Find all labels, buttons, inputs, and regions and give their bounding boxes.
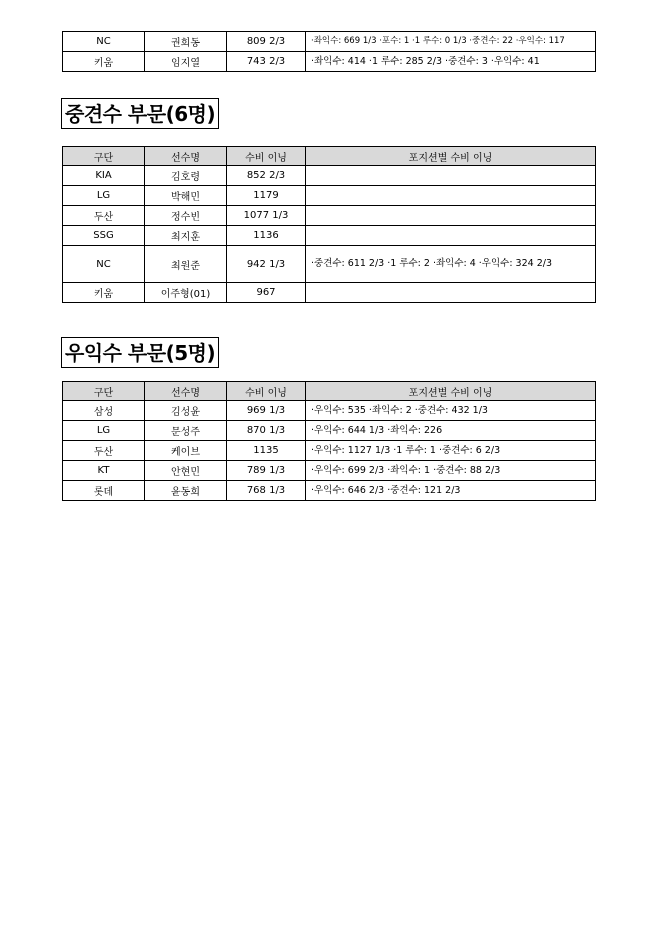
innings-cell: 1179 xyxy=(227,186,306,206)
team-cell: 두산 xyxy=(63,206,145,226)
positions-cell: ·중견수: 611 2/3 ·1 루수: 2 ·좌익수: 4 ·우익수: 324 2/3 xyxy=(306,246,596,283)
positions-cell xyxy=(306,186,596,206)
positions-cell: ·좌익수: 414 ·1 루수: 285 2/3 ·중견수: 3 ·우익수: 41 xyxy=(306,52,596,72)
table-row xyxy=(63,401,596,421)
positions-cell xyxy=(306,166,596,186)
innings-cell: 1136 xyxy=(227,226,306,246)
team-cell: NC xyxy=(63,246,145,283)
table-row xyxy=(63,461,596,481)
player-cell: 최지훈 xyxy=(145,226,227,246)
header-player: 선수명 xyxy=(145,147,227,166)
player-cell: 문성주 xyxy=(145,421,227,441)
positions-cell xyxy=(306,283,596,303)
team-cell: LG xyxy=(63,186,145,206)
team-cell: 롯데 xyxy=(63,481,145,501)
continued-table xyxy=(62,31,596,72)
table-row xyxy=(63,186,596,206)
player-cell: 권희동 xyxy=(145,32,227,52)
table-row xyxy=(63,206,596,226)
right-field-table xyxy=(62,381,596,501)
innings-cell: 809 2/3 xyxy=(227,32,306,52)
player-cell: 안현민 xyxy=(145,461,227,481)
player-cell: 박해민 xyxy=(145,186,227,206)
player-cell: 김호령 xyxy=(145,166,227,186)
right-field-heading: 우익수 부문(5명) xyxy=(61,337,219,368)
team-cell: SSG xyxy=(63,226,145,246)
table-row xyxy=(63,166,596,186)
table-row xyxy=(63,52,596,72)
player-cell: 케이브 xyxy=(145,441,227,461)
positions-cell xyxy=(306,226,596,246)
team-cell: LG xyxy=(63,421,145,441)
table-row xyxy=(63,226,596,246)
innings-cell: 852 2/3 xyxy=(227,166,306,186)
team-cell: 키움 xyxy=(63,52,145,72)
innings-cell: 789 1/3 xyxy=(227,461,306,481)
team-cell: 두산 xyxy=(63,441,145,461)
innings-cell: 743 2/3 xyxy=(227,52,306,72)
header-row xyxy=(63,382,596,401)
header-team: 구단 xyxy=(63,382,145,401)
team-cell: NC xyxy=(63,32,145,52)
center-field-heading: 중견수 부문(6명) xyxy=(61,98,219,129)
player-cell: 최원준 xyxy=(145,246,227,283)
team-cell: 삼성 xyxy=(63,401,145,421)
table-row xyxy=(63,481,596,501)
table-row xyxy=(63,32,596,52)
player-cell: 김성윤 xyxy=(145,401,227,421)
player-cell: 이주형(01) xyxy=(145,283,227,303)
positions-cell: ·우익수: 644 1/3 ·좌익수: 226 xyxy=(306,421,596,441)
positions-cell: ·우익수: 699 2/3 ·좌익수: 1 ·중견수: 88 2/3 xyxy=(306,461,596,481)
innings-cell: 870 1/3 xyxy=(227,421,306,441)
table-row xyxy=(63,246,596,283)
innings-cell: 969 1/3 xyxy=(227,401,306,421)
innings-cell: 768 1/3 xyxy=(227,481,306,501)
table-row xyxy=(63,421,596,441)
positions-cell: ·좌익수: 669 1/3 ·포수: 1 ·1 루수: 0 1/3 ·중견수: 22 ·우익수: 117 xyxy=(306,32,596,52)
player-cell: 윤동희 xyxy=(145,481,227,501)
header-positions: 포지션별 수비 이닝 xyxy=(306,382,596,401)
header-innings: 수비 이닝 xyxy=(227,382,306,401)
innings-cell: 1135 xyxy=(227,441,306,461)
positions-cell: ·우익수: 535 ·좌익수: 2 ·중견수: 432 1/3 xyxy=(306,401,596,421)
header-team: 구단 xyxy=(63,147,145,166)
header-row xyxy=(63,147,596,166)
positions-cell: ·우익수: 1127 1/3 ·1 루수: 1 ·중견수: 6 2/3 xyxy=(306,441,596,461)
innings-cell: 942 1/3 xyxy=(227,246,306,283)
table-row xyxy=(63,283,596,303)
header-player: 선수명 xyxy=(145,382,227,401)
team-cell: 키움 xyxy=(63,283,145,303)
team-cell: KT xyxy=(63,461,145,481)
positions-cell: ·우익수: 646 2/3 ·중견수: 121 2/3 xyxy=(306,481,596,501)
center-field-table xyxy=(62,146,596,303)
positions-cell xyxy=(306,206,596,226)
header-innings: 수비 이닝 xyxy=(227,147,306,166)
innings-cell: 1077 1/3 xyxy=(227,206,306,226)
player-cell: 정수빈 xyxy=(145,206,227,226)
header-positions: 포지션별 수비 이닝 xyxy=(306,147,596,166)
team-cell: KIA xyxy=(63,166,145,186)
innings-cell: 967 xyxy=(227,283,306,303)
player-cell: 임지열 xyxy=(145,52,227,72)
table-row xyxy=(63,441,596,461)
